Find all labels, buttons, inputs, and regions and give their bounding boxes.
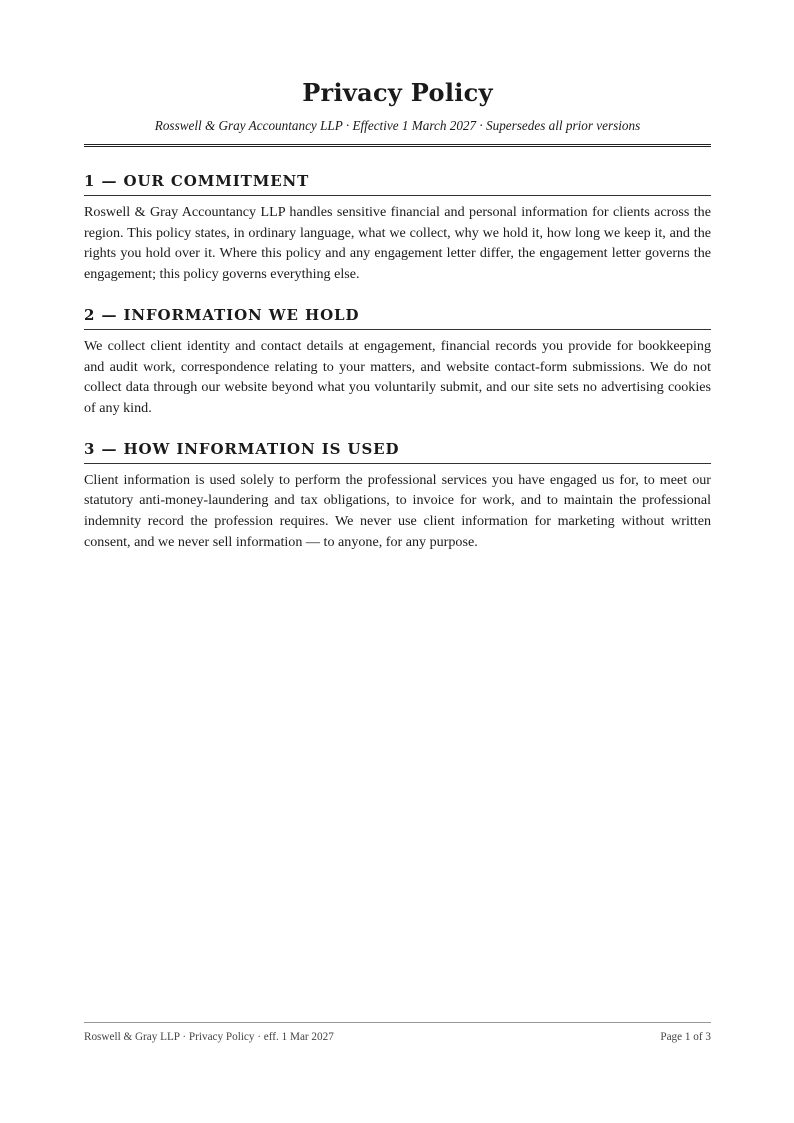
- footer-document-info: Roswell & Gray LLP · Privacy Policy · eff. 1 Mar 2027: [84, 1031, 334, 1043]
- page-title: Privacy Policy: [302, 78, 493, 107]
- page-footer: [84, 1022, 711, 1043]
- section-heading: 2 — INFORMATION WE HOLD: [84, 305, 711, 330]
- section-body: We collect client identity and contact details at engagement, financial records you provide for bookkeeping and audit work, correspondence relating to your matters, and website contact-form submissions. We do not collect data through our website beyond what you voluntarily submit, and our site sets no advertising cookies of any kind.: [84, 337, 711, 416]
- footer-page-number: Page 1 of 3: [660, 1031, 711, 1043]
- document-page: [84, 0, 711, 552]
- section-information-we-hold: [84, 305, 711, 419]
- document-header: [84, 78, 711, 147]
- section-body: Client information is used solely to perform the professional services you have engaged us for, to meet our statutory anti-money-laundering and tax obligations, to invoice for work, and to maintain the professional indemnity record the profession requires. We never use client information for marketing without written consent, and we never sell information — to anyone, for any purpose.: [84, 471, 711, 550]
- page-subtitle: Rosswell & Gray Accountancy LLP · Effective 1 March 2027 · Supersedes all prior versions: [154, 118, 641, 133]
- section-body: Roswell & Gray Accountancy LLP handles sensitive financial and personal information for clients across the region. This policy states, in ordinary language, what we collect, why we hold it, how long we keep it, and the rights you hold over it. Where this policy and any engagement letter differ, the engagement letter governs the engagement; this policy governs everything else.: [84, 204, 711, 283]
- section-heading: 1 — OUR COMMITMENT: [84, 171, 711, 196]
- section-our-commitment: [84, 171, 711, 285]
- section-how-information-is-used: [84, 439, 711, 553]
- section-heading: 3 — HOW INFORMATION IS USED: [84, 439, 711, 464]
